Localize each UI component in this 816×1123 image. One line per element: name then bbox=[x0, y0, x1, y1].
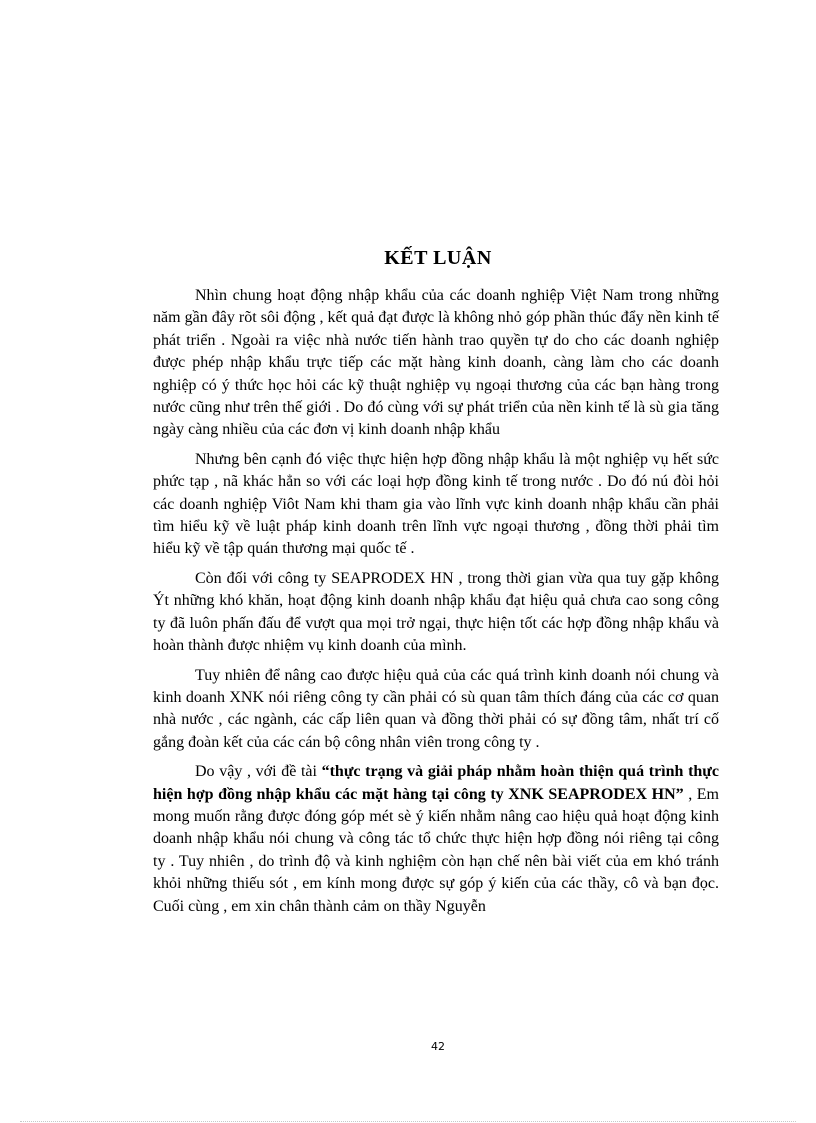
paragraph-5 bbox=[153, 761, 719, 918]
paragraph-2: Nhưng bên cạnh đó việc thực hiện hợp đồng nhập khẩu là một nghiệp vụ hết sức phức tạp , nã khác hẳn so với các loại hợp đồng kinh tế trong nước . Do đó nú đòi hỏi các doanh nghiệp Viôt Nam khi tham gia vào lĩnh vực kinh doanh nhập khẩu cần phải tìm hiểu kỹ về luật pháp kinh doanh trên lĩnh vực ngoại thương , đồng thời phải tìm hiểu kỹ về tập quán thương mại quốc tế . bbox=[153, 450, 719, 558]
page-bottom-divider bbox=[20, 1121, 796, 1122]
paragraph-3: Còn đối với công ty SEAPRODEX HN , trong thời gian vừa qua tuy gặp không Ýt những khó khăn, hoạt động kinh doanh nhập khẩu đạt hiệu quả chưa cao song công ty đã luôn phấn đấu để vượt qua mọi trở ngại, thực hiện tốt các hợp đồng nhập khẩu và hoàn thành được nhiệm vụ kinh doanh của mình. bbox=[153, 569, 719, 655]
page-title: KẾT LUẬN bbox=[384, 247, 492, 269]
page-number: 42 bbox=[431, 1040, 445, 1053]
paragraph-4: Tuy nhiên để nâng cao được hiệu quả của các quá trình kinh doanh nói chung và kinh doanh XNK nói riêng công ty cần phải có sù quan tâm thích đáng của các cơ quan nhà nước , các ngành, các cấp liên quan và đồng thời phải có sự đồng tâm, nhất trí cố gắng đoàn kết của các cán bộ công nhân viên trong công ty . bbox=[153, 666, 719, 751]
document-body bbox=[153, 285, 719, 925]
paragraph-5-rest: , Em mong muốn rằng được đóng góp mét sè ý kiến nhằm nâng cao hiệu quả hoạt động kinh doanh nhập khẩu nói chung và công tác tổ chức thực hiện hợp đồng nói riêng tại công ty . Tuy nhiên , do trình độ và kinh nghiệm còn hạn chế nên bài viết của em khó tránh khỏi những thiếu sót , em kính mong được sự góp ý kiến của các thầy, cô và bạn đọc. Cuối cùng , em xin chân thành cảm on thầy Nguyễn bbox=[153, 785, 720, 915]
paragraph-1: Nhìn chung hoạt động nhập khẩu của các doanh nghiệp Việt Nam trong những năm gần đây rõt sôi động , kết quả đạt được là không nhỏ góp phần thúc đẩy nền kinh tế phát triển . Ngoài ra việc nhà nước tiến hành trao quyền tự do cho các doanh nghiệp được phép nhập khẩu trực tiếp các mặt hàng kinh doanh, càng làm cho các doanh nghiệp có ý thức học hỏi các kỹ thuật nghiệp vụ ngoại thương của các bạn hàng trong nước cũng như trên thế giới . Do đó cùng với sự phát triển của nền kinh tế là sù gia tăng ngày càng nhiều của các đơn vị kinh doanh nhập khẩu bbox=[153, 287, 719, 439]
thesis-topic: “thực trạng và giải pháp nhằm hoàn thiện quá trình thực hiện hợp đồng nhập khẩu các mặt hàng tại công ty XNK SEAPRODEX HN” bbox=[153, 763, 719, 803]
paragraph-5-lead: Do vậy , với đề tài bbox=[195, 763, 322, 781]
